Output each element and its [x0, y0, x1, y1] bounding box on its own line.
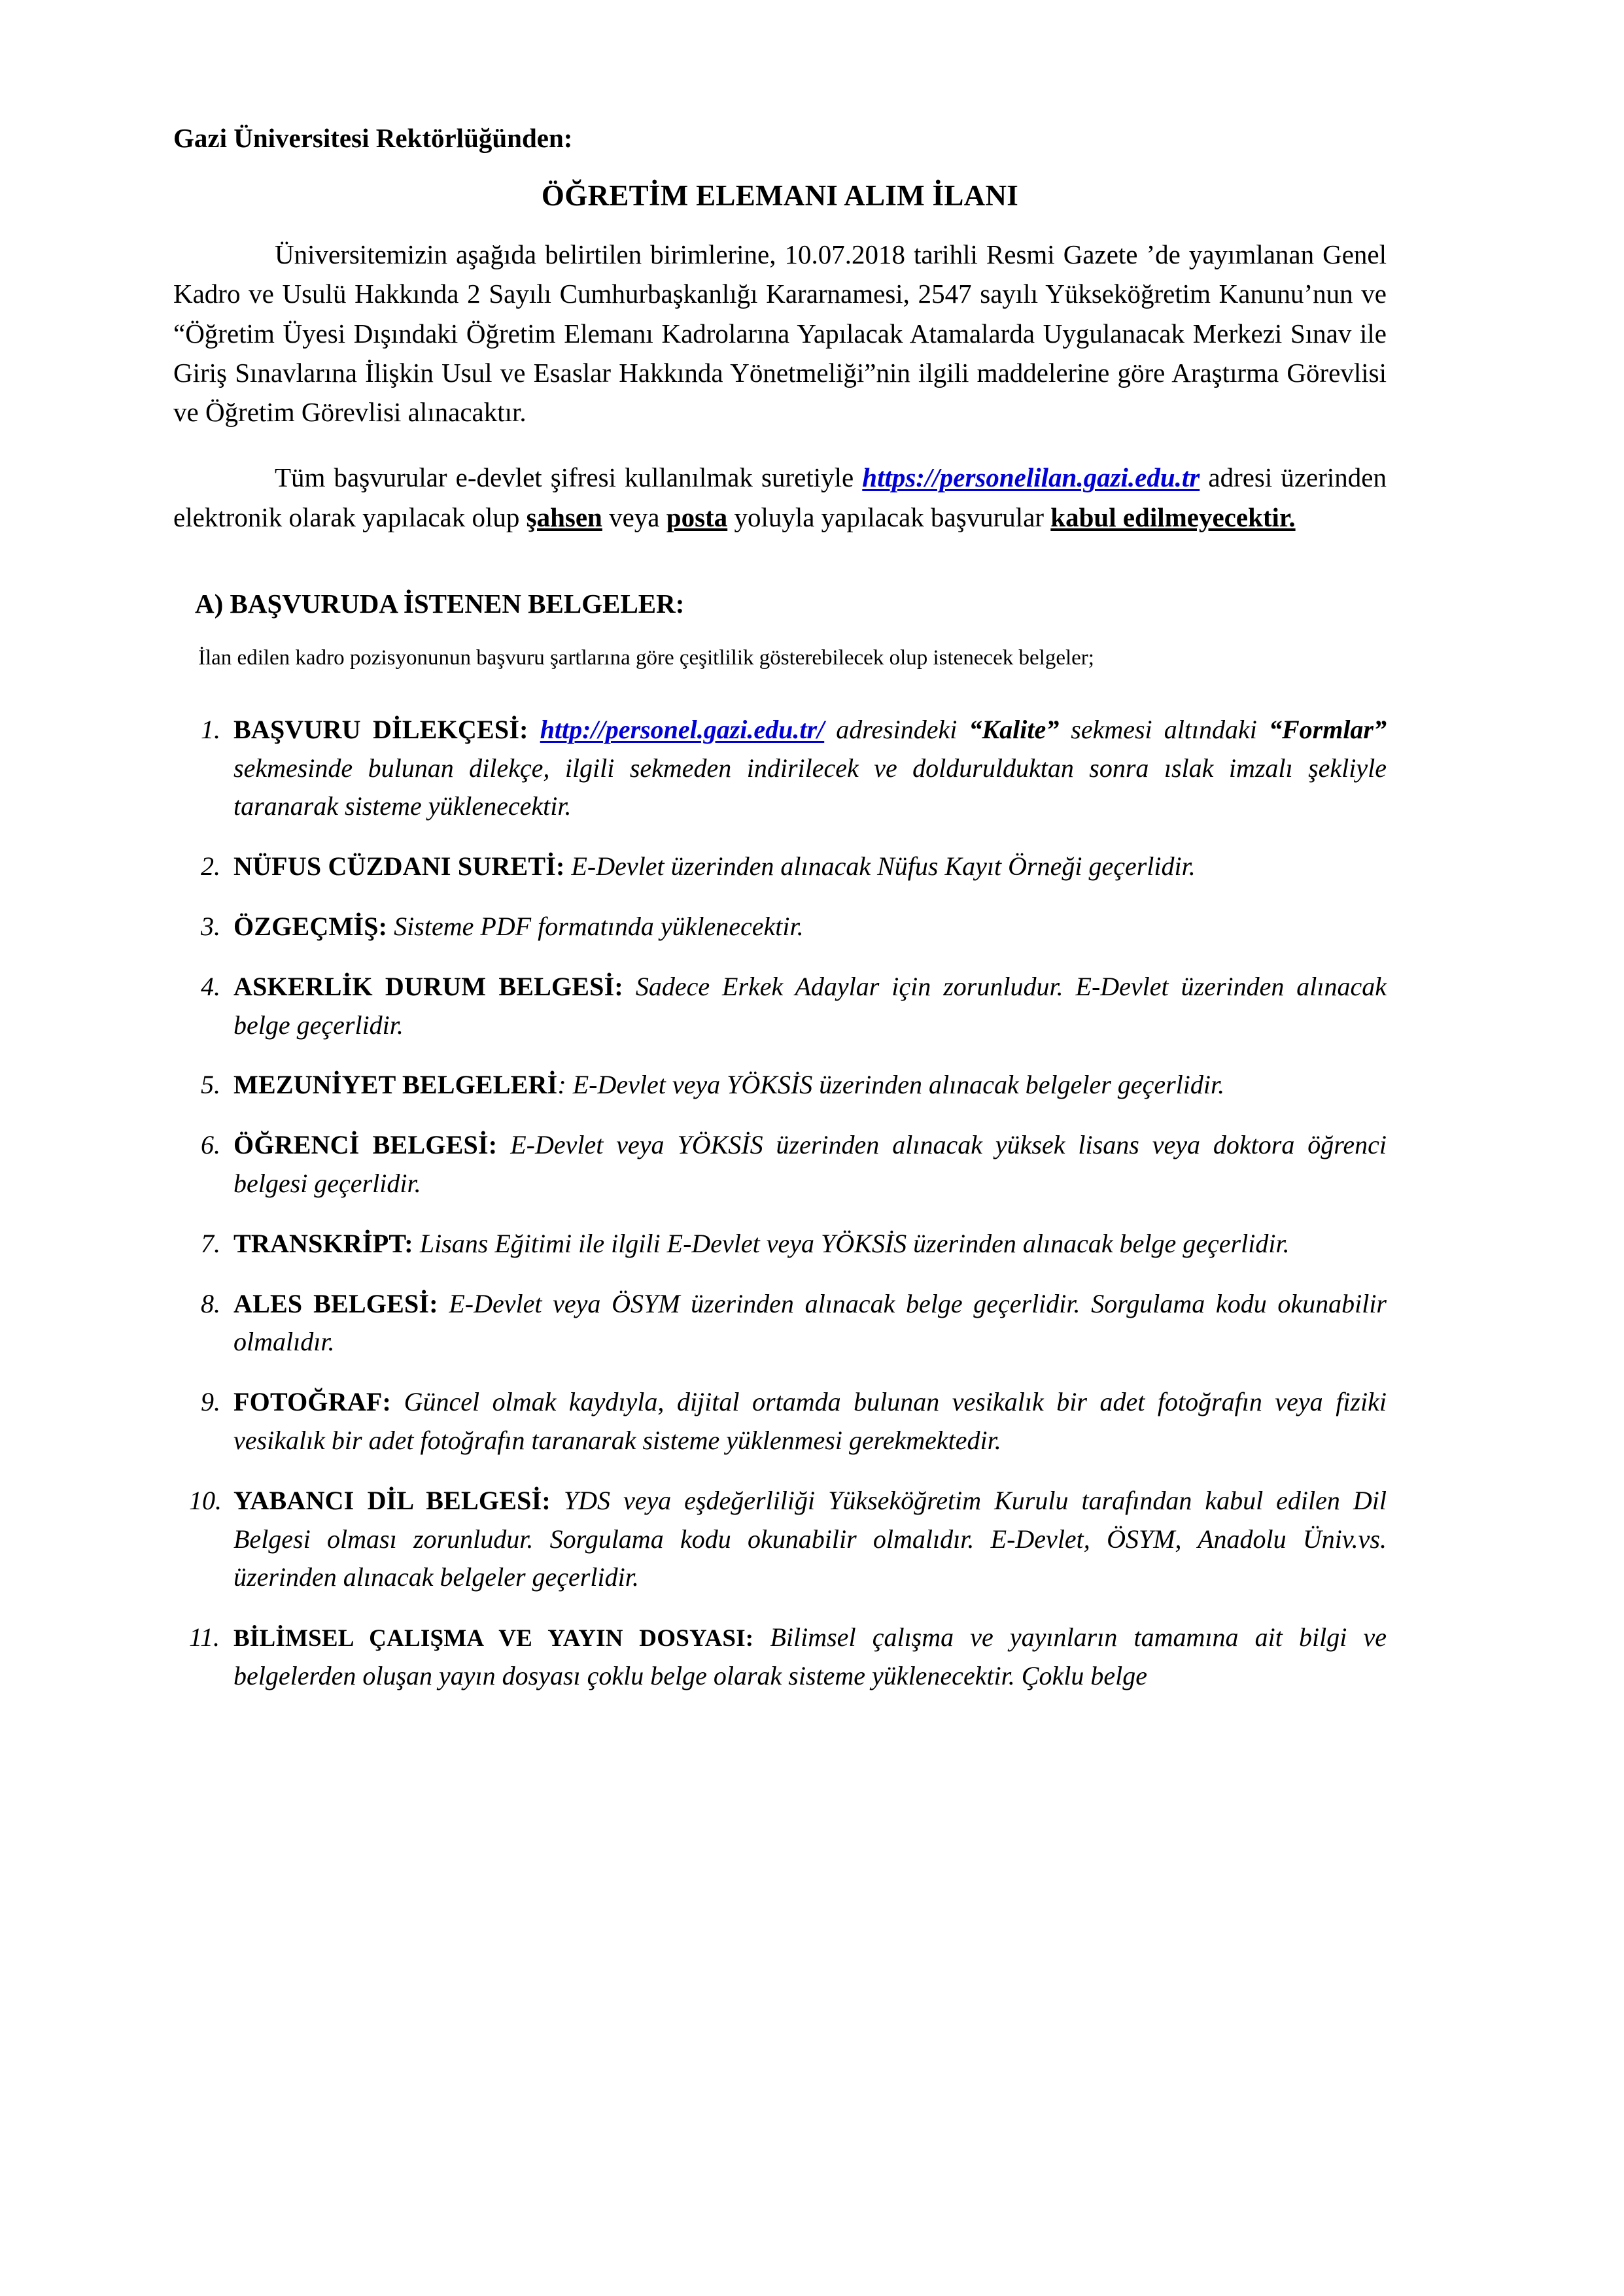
list-item-title: NÜFUS CÜZDANI SURETİ: — [233, 851, 565, 882]
list-item — [173, 848, 1387, 886]
list-item-body-a: adresindeki — [824, 714, 969, 744]
intro-paragraph-2 — [173, 458, 1387, 537]
document-issuer-heading: Gazi Üniversitesi Rektörlüğünden: — [173, 123, 573, 153]
list-item-title: ÖZGEÇMİŞ: — [233, 911, 388, 941]
intro-p2-text-c: veya — [602, 502, 666, 532]
spacer — [173, 541, 1387, 587]
section-a-heading: A) BAŞVURUDA İSTENEN BELGELER: — [195, 588, 685, 619]
list-item-number: 10. — [189, 1485, 222, 1515]
list-item-number: 5. — [201, 1070, 220, 1100]
list-item-title: ÖĞRENCİ BELGESİ: — [233, 1130, 498, 1160]
intro-p2-text-a: Tüm başvurular e-devlet şifresi kullanılmak suretiyle — [275, 462, 863, 493]
document-title: ÖĞRETİM ELEMANI ALIM İLANI — [541, 179, 1019, 213]
list-item-number: 6. — [201, 1130, 220, 1160]
list-item — [173, 1383, 1387, 1460]
intro-p2-emphasis-posta: posta — [666, 502, 728, 532]
list-item-emphasis-formlar: “Formlar” — [1268, 714, 1387, 744]
list-item-body: : E-Devlet veya YÖKSİS üzerinden alınacak belgeler geçerlidir. — [557, 1070, 1225, 1100]
required-documents-list — [173, 711, 1387, 1696]
list-item-body: Sisteme PDF formatında yüklenecektir. — [387, 911, 804, 941]
list-item — [173, 1285, 1387, 1362]
list-item — [173, 1619, 1387, 1696]
spacer — [173, 621, 1387, 643]
list-item-title: ALES BELGESİ: — [233, 1288, 438, 1318]
intro-paragraph-1: Üniversitemizin aşağıda belirtilen birimlerine, 10.07.2018 tarihli Resmi Gazete ’de yayımlanan Genel Kadro ve Usulü Hakkında 2 Sayılı Cumhurbaşkanlığı Kararnamesi, 2547 sayılı Yükseköğretim Kanunu’nun ve “Öğretim Üyesi Dışındaki Öğretim Elemanı Kadrolarına Yapılacak Atamalarda Uygulanacak Merkezi Sınav ile Giriş Sınavlarına İlişkin Usul ve Esaslar Hakkında Yönetmeliği”nin ilgili maddelerine göre Araştırma Görevlisi ve Öğretim Görevlisi alınacaktır. — [173, 239, 1387, 428]
list-item-body: E-Devlet veya YÖKSİS üzerinden alınacak yüksek lisans veya doktora öğrenci belgesi geçerlidir. — [233, 1130, 1387, 1198]
list-item-emphasis-kalite: “Kalite” — [969, 714, 1060, 744]
list-item-title: BİLİMSEL ÇALIŞMA VE YAYIN DOSYASI: — [233, 1625, 754, 1653]
section-a-intro: İlan edilen kadro pozisyonunun başvuru şartlarına göre çeşitlilik gösterebilecek olup istenecek belgeler; — [198, 646, 1094, 670]
list-item-number: 7. — [201, 1228, 220, 1258]
spacer — [173, 436, 1387, 458]
intro-p2-emphasis-kabul: kabul edilmeyecektir. — [1050, 502, 1296, 532]
list-item-body-c: sekmesinde bulunan dilekçe, ilgili sekmeden indirilecek ve doldurulduktan sonra ıslak imzalı şekliyle taranarak sisteme yüklenecektir. — [233, 753, 1387, 821]
list-item-title: YABANCI DİL BELGESİ: — [233, 1485, 551, 1515]
intro-p2-text-d: yoluyla yapılacak başvurular — [727, 502, 1051, 532]
list-item-body: Sadece Erkek Adaylar için zorunludur. E-Devlet üzerinden alınacak belge geçerlidir. — [233, 971, 1387, 1040]
list-item — [173, 1126, 1387, 1203]
list-item-number: 8. — [201, 1288, 220, 1318]
list-item-body: Lisans Eğitimi ile ilgili E-Devlet veya YÖKSİS üzerinden alınacak belge geçerlidir. — [413, 1228, 1290, 1258]
intro-p2-text-b: adresi üzerinden elektronik olarak yapılacak olup — [173, 462, 1387, 532]
list-item — [173, 711, 1387, 826]
list-item-body: E-Devlet veya ÖSYM üzerinden alınacak belge geçerlidir. Sorgulama kodu okunabilir olmalıdır. — [233, 1288, 1387, 1357]
list-item-title: FOTOĞRAF: — [233, 1387, 392, 1417]
list-item-title: MEZUNİYET BELGELERİ — [233, 1070, 558, 1100]
list-item — [173, 968, 1387, 1045]
list-item-body: Güncel olmak kaydıyla, dijital ortamda bulunan vesikalık bir adet fotoğrafın veya fiziki vesikalık bir adet fotoğrafın taranarak sisteme yüklenmesi gerekmektedir. — [233, 1387, 1387, 1455]
list-item — [173, 1225, 1387, 1263]
personelilan-link[interactable]: https://personelilan.gazi.edu.tr — [862, 462, 1200, 493]
list-item-body-b: sekmesi altındaki — [1059, 714, 1269, 744]
list-item — [173, 1482, 1387, 1597]
list-item-number: 11. — [189, 1622, 220, 1653]
list-item-number: 2. — [201, 851, 220, 882]
list-item-title: ASKERLİK DURUM BELGESİ: — [233, 971, 623, 1001]
spacer — [173, 673, 1387, 711]
list-item-title: BAŞVURU DİLEKÇESİ: — [233, 714, 528, 744]
personel-gazi-link[interactable]: http://personel.gazi.edu.tr/ — [540, 714, 825, 744]
list-item-number: 9. — [201, 1387, 220, 1417]
list-item-body: Bilimsel çalışma ve yayınların tamamına ait bilgi ve belgelerden oluşan yayın dosyası çoklu belge olarak sisteme yüklenecektir. Çoklu belge — [233, 1622, 1387, 1690]
list-item-body: YDS veya eşdeğerliliği Yükseköğretim Kurulu tarafından kabul edilen Dil Belgesi olması zorunludur. Sorgulama kodu okunabilir olmalıdır. E-Devlet, ÖSYM, Anadolu Üniv.vs. üzerinden alınacak belgeler geçerlidir. — [233, 1485, 1387, 1592]
list-item-number: 4. — [201, 971, 220, 1001]
list-item-body: E-Devlet üzerinden alınacak Nüfus Kayıt Örneği geçerlidir. — [564, 851, 1196, 882]
list-item-number: 1. — [201, 714, 220, 744]
intro-p2-emphasis-sahsen: şahsen — [526, 502, 602, 532]
list-item-title: TRANSKRİPT: — [233, 1228, 413, 1258]
list-item — [173, 1066, 1387, 1105]
list-item — [173, 908, 1387, 946]
list-item-number: 3. — [201, 911, 220, 941]
